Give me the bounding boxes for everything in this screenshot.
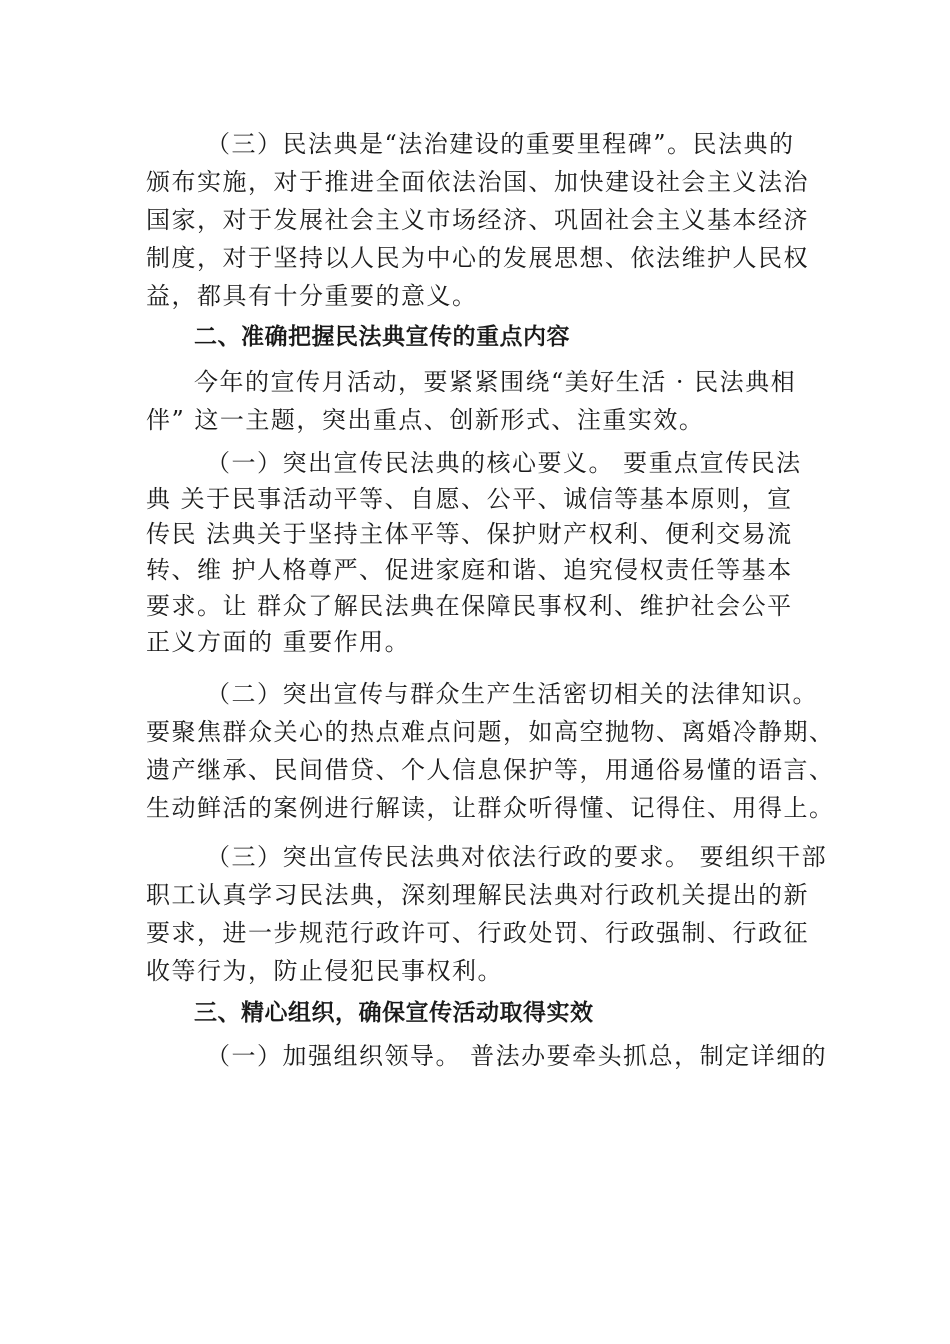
paragraph-line: 制度，对于坚持以人民为中心的发展思想、依法维护人民权 [146,244,809,272]
paragraph-line: 收等行为，防止侵犯民事权利。 [146,957,503,985]
paragraph-line: 要聚焦群众关心的热点难点问题，如高空抛物、离婚冷静期、 [146,718,835,746]
paragraph-line: 典 关于民事活动平等、自愿、公平、诚信等基本原则，宣 [146,485,793,513]
paragraph-line: 要求。让 群众了解民法典在保障民事权利、维护社会公平 [146,592,793,620]
paragraph-line: （一）加强组织领导。 普法办要牵头抓总，制定详细的 [206,1042,828,1070]
section-heading: 二、准确把握民法典宣传的重点内容 [194,324,570,350]
paragraph-line: 颁布实施，对于推进全面依法治国、加快建设社会主义法治 [146,168,809,196]
paragraph-line: 职工认真学习民法典，深刻理解民法典对行政机关提出的新 [146,881,809,909]
paragraph-line: 传民 法典关于坚持主体平等、保护财产权利、便利交易流 [146,520,793,548]
paragraph-line: 益，都具有十分重要的意义。 [146,282,478,310]
paragraph-line: 要求，进一步规范行政许可、行政处罚、行政强制、行政征 [146,919,809,947]
paragraph-line: （二）突出宣传与群众生产生活密切相关的法律知识。 [206,680,818,708]
paragraph-line: 生动鲜活的案例进行解读，让群众听得懂、记得住、用得上。 [146,794,835,822]
paragraph-line: 正义方面的 重要作用。 [146,628,411,656]
paragraph-line: 伴” 这一主题，突出重点、创新形式、注重实效。 [146,406,705,434]
paragraph-line: 转、维 护人格尊严、促进家庭和谐、追究侵权责任等基本 [146,556,793,584]
paragraph-line: （三）民法典是“法治建设的重要里程碑”。民法典的 [206,130,795,158]
paragraph-line: 今年的宣传月活动，要紧紧围绕“美好生活 · 民法典相 [194,368,797,396]
paragraph-line: （三）突出宣传民法典对依法行政的要求。 要组织干部 [206,843,828,871]
paragraph-line: 遗产继承、民间借贷、个人信息保护等，用通俗易懂的语言、 [146,756,835,784]
section-heading: 三、精心组织，确保宣传活动取得实效 [194,1000,594,1026]
paragraph-line: （一）突出宣传民法典的核心要义。 要重点宣传民法 [206,449,802,477]
paragraph-line: 国家，对于发展社会主义市场经济、巩固社会主义基本经济 [146,206,809,234]
